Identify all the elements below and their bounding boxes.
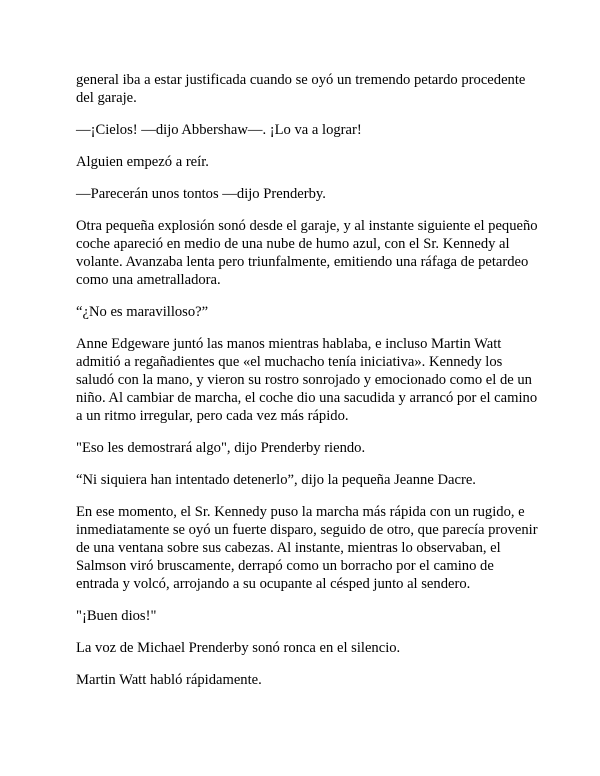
paragraph: "¡Buen dios!" xyxy=(76,608,157,624)
paragraph: Martin Watt habló rápidamente. xyxy=(76,672,262,688)
paragraph: Alguien empezó a reír. xyxy=(76,154,209,170)
paragraph: “¿No es maravilloso?” xyxy=(76,304,209,320)
paragraph: —¡Cielos! —dijo Abbershaw—. ¡Lo va a lograr! xyxy=(76,122,362,138)
paragraph: “Ni siquiera han intentado detenerlo”, dijo la pequeña Jeanne Dacre. xyxy=(76,472,476,488)
paragraph: La voz de Michael Prenderby sonó ronca en el silencio. xyxy=(76,640,401,656)
paragraph: Otra pequeña explosión sonó desde el garaje, y al instante siguiente el pequeño coche apareció en medio de una nube de humo azul, con el Sr. Kennedy al volante. Avanzaba lenta pero triunfalmente, emitiendo una ráfaga de petardeo como una ametralladora. xyxy=(76,218,538,288)
document-page xyxy=(76,71,538,703)
paragraph: "Eso les demostrará algo", dijo Prenderby riendo. xyxy=(76,440,366,456)
paragraph: Anne Edgeware juntó las manos mientras hablaba, e incluso Martin Watt admitió a regañadientes que «el muchacho tenía iniciativa». Kennedy los saludó con la mano, y vieron su rostro sonrojado y emocionado como el de un niño. Al cambiar de marcha, el coche dio una sacudida y arrancó por el camino a un ritmo irregular, pero cada vez más rápido. xyxy=(76,336,538,424)
paragraph: En ese momento, el Sr. Kennedy puso la marcha más rápida con un rugido, e inmediatamente se oyó un fuerte disparo, seguido de otro, que parecía provenir de una ventana sobre sus cabezas. Al instante, mientras lo observaban, el Salmson viró bruscamente, derrapó como un borracho por el camino de entrada y volcó, arrojando a su ocupante al césped junto al sendero. xyxy=(76,504,538,592)
paragraph: general iba a estar justificada cuando se oyó un tremendo petardo procedente del garaje. xyxy=(76,72,526,106)
paragraph: —Parecerán unos tontos —dijo Prenderby. xyxy=(76,186,326,202)
